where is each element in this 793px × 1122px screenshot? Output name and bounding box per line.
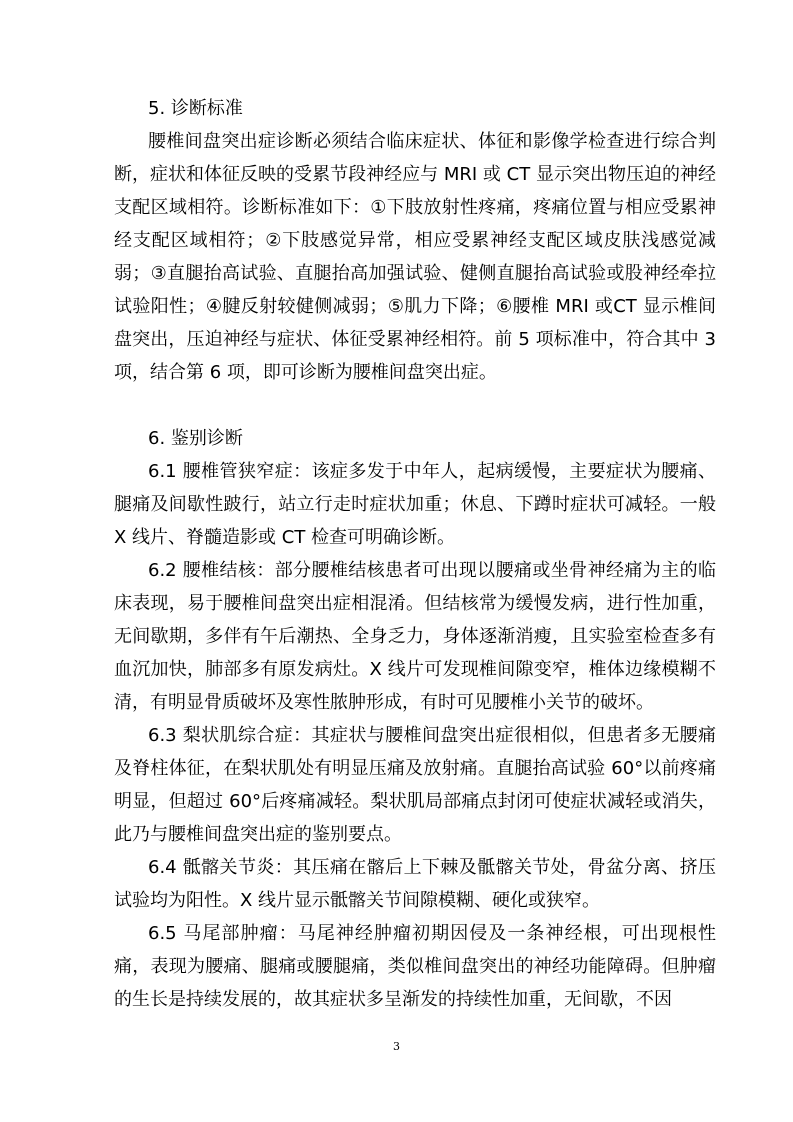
page-number: 3 [393,1040,400,1053]
section-6-heading: 6. 鉴别诊断 [148,428,243,449]
section-6-2-paragraph: 6.2 腰椎结核：部分腰椎结核患者可出现以腰痛或坐骨神经痛为主的临床表现，易于腰椎间盘突出症相混淆。但结核常为缓慢发病，进行性加重，无间歇期，多伴有午后潮热、全身乏力，身体逐渐消瘦，且实验室检查多有血沉加快，肺部多有原发病灶。X 线片可发现椎间隙变窄，椎体边缘模糊不清，有明显骨质破坏及寒性脓肿形成，有时可见腰椎小关节的破坏。 [114,560,716,713]
section-6-1-paragraph: 6.1 腰椎管狭窄症：该症多发于中年人，起病缓慢，主要症状为腰痛、腿痛及间歇性跛行，站立行走时症状加重；休息、下蹲时症状可减轻。一般 X 线片、脊髓造影或 CT 检查可明确诊断。 [114,461,716,548]
section-5-paragraph: 腰椎间盘突出症诊断必须结合临床症状、体征和影像学检查进行综合判断，症状和体征反映的受累节段神经应与 MRI 或 CT 显示突出物压迫的神经支配区域相符。诊断标准如下：①下肢放射性疼痛，疼痛位置与相应受累神经支配区域相符；②下肢感觉异常，相应受累神经支配区域皮肤浅感觉减弱；③直腿抬高试验、直腿抬高加强试验、健侧直腿抬高试验或股神经牵拉试验阳性；④腱反射较健侧减弱；⑤肌力下降；⑥腰椎 MRI 或CT 显示椎间盘突出，压迫神经与症状、体征受累神经相符。前 5 项标准中，符合其中 3 项，结合第 6 项，即可诊断为腰椎间盘突出症。 [114,131,716,383]
section-6-3-paragraph: 6.3 梨状肌综合症：其症状与腰椎间盘突出症很相似，但患者多无腰痛及脊柱体征，在梨状肌处有明显压痛及放射痛。直腿抬高试验 60°以前疼痛明显，但超过 60°后疼痛减轻。梨状肌局部痛点封闭可使症状减轻或消失，此乃与腰椎间盘突出症的鉴别要点。 [114,725,716,845]
section-6-5-paragraph: 6.5 马尾部肿瘤：马尾神经肿瘤初期因侵及一条神经根，可出现根性痛，表现为腰痛、腿痛或腰腿痛，类似椎间盘突出的神经功能障碍。但肿瘤的生长是持续发展的，故其症状多呈渐发的持续性加重，无间歇，不因 [114,923,716,1010]
section-6-4-paragraph: 6.4 骶髂关节炎：其压痛在髂后上下棘及骶髂关节处，骨盆分离、挤压试验均为阳性。X 线片显示骶髂关节间隙模糊、硬化或狭窄。 [114,857,716,911]
section-5-heading: 5. 诊断标准 [148,98,243,119]
section-spacer [114,389,716,422]
page-content [114,92,716,1016]
